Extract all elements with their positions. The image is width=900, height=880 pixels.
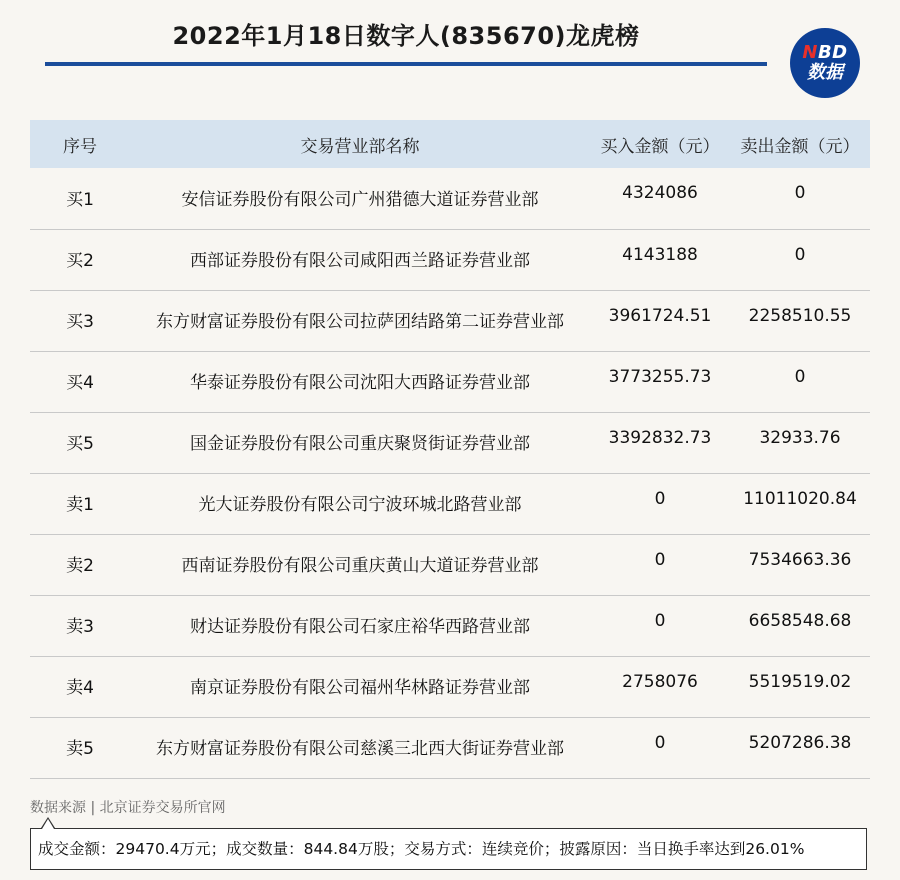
cell-sell-amount: 5207286.38	[730, 717, 870, 778]
cell-rank: 买1	[30, 168, 130, 229]
header-sell-amount: 卖出金额（元）	[730, 120, 870, 168]
trade-summary-note: 成交金额：29470.4万元；成交数量：844.84万股；交易方式：连续竞价；披露原因：当日换手率达到26.01%	[30, 828, 867, 870]
cell-buy-amount: 4324086	[590, 168, 730, 229]
dragon-tiger-table	[30, 120, 870, 779]
cell-buy-amount: 3961724.51	[590, 290, 730, 351]
cell-branch-name: 安信证券股份有限公司广州猎德大道证券营业部	[130, 168, 590, 229]
table-row	[30, 412, 870, 473]
cell-branch-name: 南京证券股份有限公司福州华林路证券营业部	[130, 656, 590, 717]
cell-branch-name: 东方财富证券股份有限公司慈溪三北西大街证券营业部	[130, 717, 590, 778]
cell-branch-name: 光大证券股份有限公司宁波环城北路营业部	[130, 473, 590, 534]
table-row	[30, 168, 870, 229]
cell-buy-amount: 4143188	[590, 229, 730, 290]
header-branch-name: 交易营业部名称	[130, 120, 590, 168]
cell-rank: 卖4	[30, 656, 130, 717]
table-row	[30, 656, 870, 717]
header-buy-amount: 买入金额（元）	[590, 120, 730, 168]
cell-branch-name: 华泰证券股份有限公司沈阳大西路证券营业部	[130, 351, 590, 412]
title-underline	[45, 62, 767, 66]
cell-sell-amount: 2258510.55	[730, 290, 870, 351]
cell-rank: 买3	[30, 290, 130, 351]
table-row	[30, 351, 870, 412]
cell-sell-amount: 7534663.36	[730, 534, 870, 595]
cell-sell-amount: 11011020.84	[730, 473, 870, 534]
cell-sell-amount: 32933.76	[730, 412, 870, 473]
header-rank: 序号	[30, 120, 130, 168]
cell-buy-amount: 0	[590, 717, 730, 778]
cell-sell-amount: 5519519.02	[730, 656, 870, 717]
cell-branch-name: 东方财富证券股份有限公司拉萨团结路第二证券营业部	[130, 290, 590, 351]
cell-rank: 卖3	[30, 595, 130, 656]
cell-rank: 卖1	[30, 473, 130, 534]
cell-sell-amount: 0	[730, 351, 870, 412]
table-row	[30, 534, 870, 595]
nbd-logo	[790, 28, 860, 98]
data-source: 数据来源 | 北京证券交易所官网	[30, 800, 226, 816]
page-title: 2022年1月18日数字人(835670)龙虎榜	[172, 22, 640, 50]
callout-pointer-fill	[42, 819, 54, 829]
cell-rank: 买2	[30, 229, 130, 290]
logo-n: N	[802, 42, 818, 63]
cell-buy-amount: 0	[590, 534, 730, 595]
logo-line1	[802, 44, 847, 62]
cell-buy-amount: 0	[590, 473, 730, 534]
cell-buy-amount: 3773255.73	[590, 351, 730, 412]
table-row	[30, 595, 870, 656]
cell-sell-amount: 0	[730, 168, 870, 229]
cell-rank: 买4	[30, 351, 130, 412]
cell-rank: 卖5	[30, 717, 130, 778]
table-row	[30, 717, 870, 778]
logo-line2: 数据	[807, 62, 843, 83]
table-row	[30, 290, 870, 351]
cell-branch-name: 西南证券股份有限公司重庆黄山大道证券营业部	[130, 534, 590, 595]
logo-bd: BD	[817, 42, 848, 63]
table-header-row	[30, 120, 870, 168]
cell-branch-name: 西部证券股份有限公司咸阳西兰路证券营业部	[130, 229, 590, 290]
cell-sell-amount: 6658548.68	[730, 595, 870, 656]
cell-branch-name: 财达证券股份有限公司石家庄裕华西路营业部	[130, 595, 590, 656]
table-row	[30, 229, 870, 290]
cell-branch-name: 国金证券股份有限公司重庆聚贤街证券营业部	[130, 412, 590, 473]
cell-rank: 买5	[30, 412, 130, 473]
cell-buy-amount: 2758076	[590, 656, 730, 717]
table-row	[30, 473, 870, 534]
cell-buy-amount: 0	[590, 595, 730, 656]
cell-sell-amount: 0	[730, 229, 870, 290]
cell-buy-amount: 3392832.73	[590, 412, 730, 473]
cell-rank: 卖2	[30, 534, 130, 595]
